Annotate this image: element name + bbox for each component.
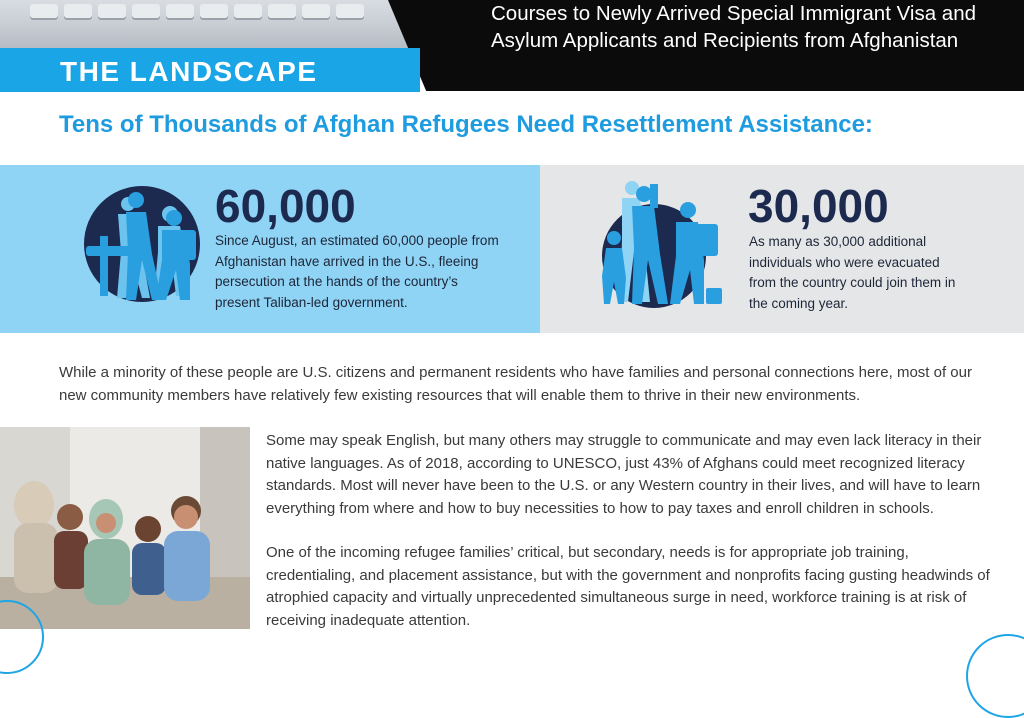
stat-number-60000: 60,000 (215, 180, 356, 232)
stat-number-30000: 30,000 (748, 180, 889, 232)
stat-text-60000: Since August, an estimated 60,000 people from Afghanistan have arrived in the U.S., fleeing persecution at the hands of the country’s present Taliban-led government. (215, 233, 499, 310)
decorative-arc-right (966, 634, 1024, 718)
hero-keyboard-photo (0, 0, 420, 48)
page-title: Courses to Newly Arrived Special Immigrant Visa and Asylum Applicants and Recipients from Afghanistan (491, 2, 976, 52)
section-label: THE LANDSCAPE (60, 56, 318, 87)
literacy-paragraph: Some may speak English, but many others may struggle to communicate and may even lack literacy in their native languages. As of 2018, according to UNESCO, just 43% of Afghans could meet recognized literacy standards. Most will never have been to the U.S. or any Western country in their lives, and will have to learn everything from where and how to buy necessities to how to pay taxes and enroll children in schools. (266, 432, 982, 517)
stat-text-30000: As many as 30,000 additional individuals who were evacuated from the country could join them in the coming year. (749, 234, 956, 311)
refugees-carrying-luggage-illustration-icon (588, 180, 728, 315)
refugees-walking-illustration-icon (70, 178, 210, 313)
family-photo (0, 427, 250, 629)
section-heading: Tens of Thousands of Afghan Refugees Need Resettlement Assistance: (59, 111, 873, 138)
training-paragraph: One of the incoming refugee families’ critical, but secondary, needs is for appropriate job training, credentialing, and placement assistance, but with the government and nonprofits facing gusting headwinds of atrophied capacity and virtually unprecedented simultaneous surge in need, workforce training is at risk of receiving inadequate attention. (266, 544, 990, 629)
intro-paragraph: While a minority of these people are U.S. citizens and permanent residents who have families and personal connections here, most of our new community members have relatively few existing resources that will enable them to thrive in their new environments. (59, 364, 972, 404)
